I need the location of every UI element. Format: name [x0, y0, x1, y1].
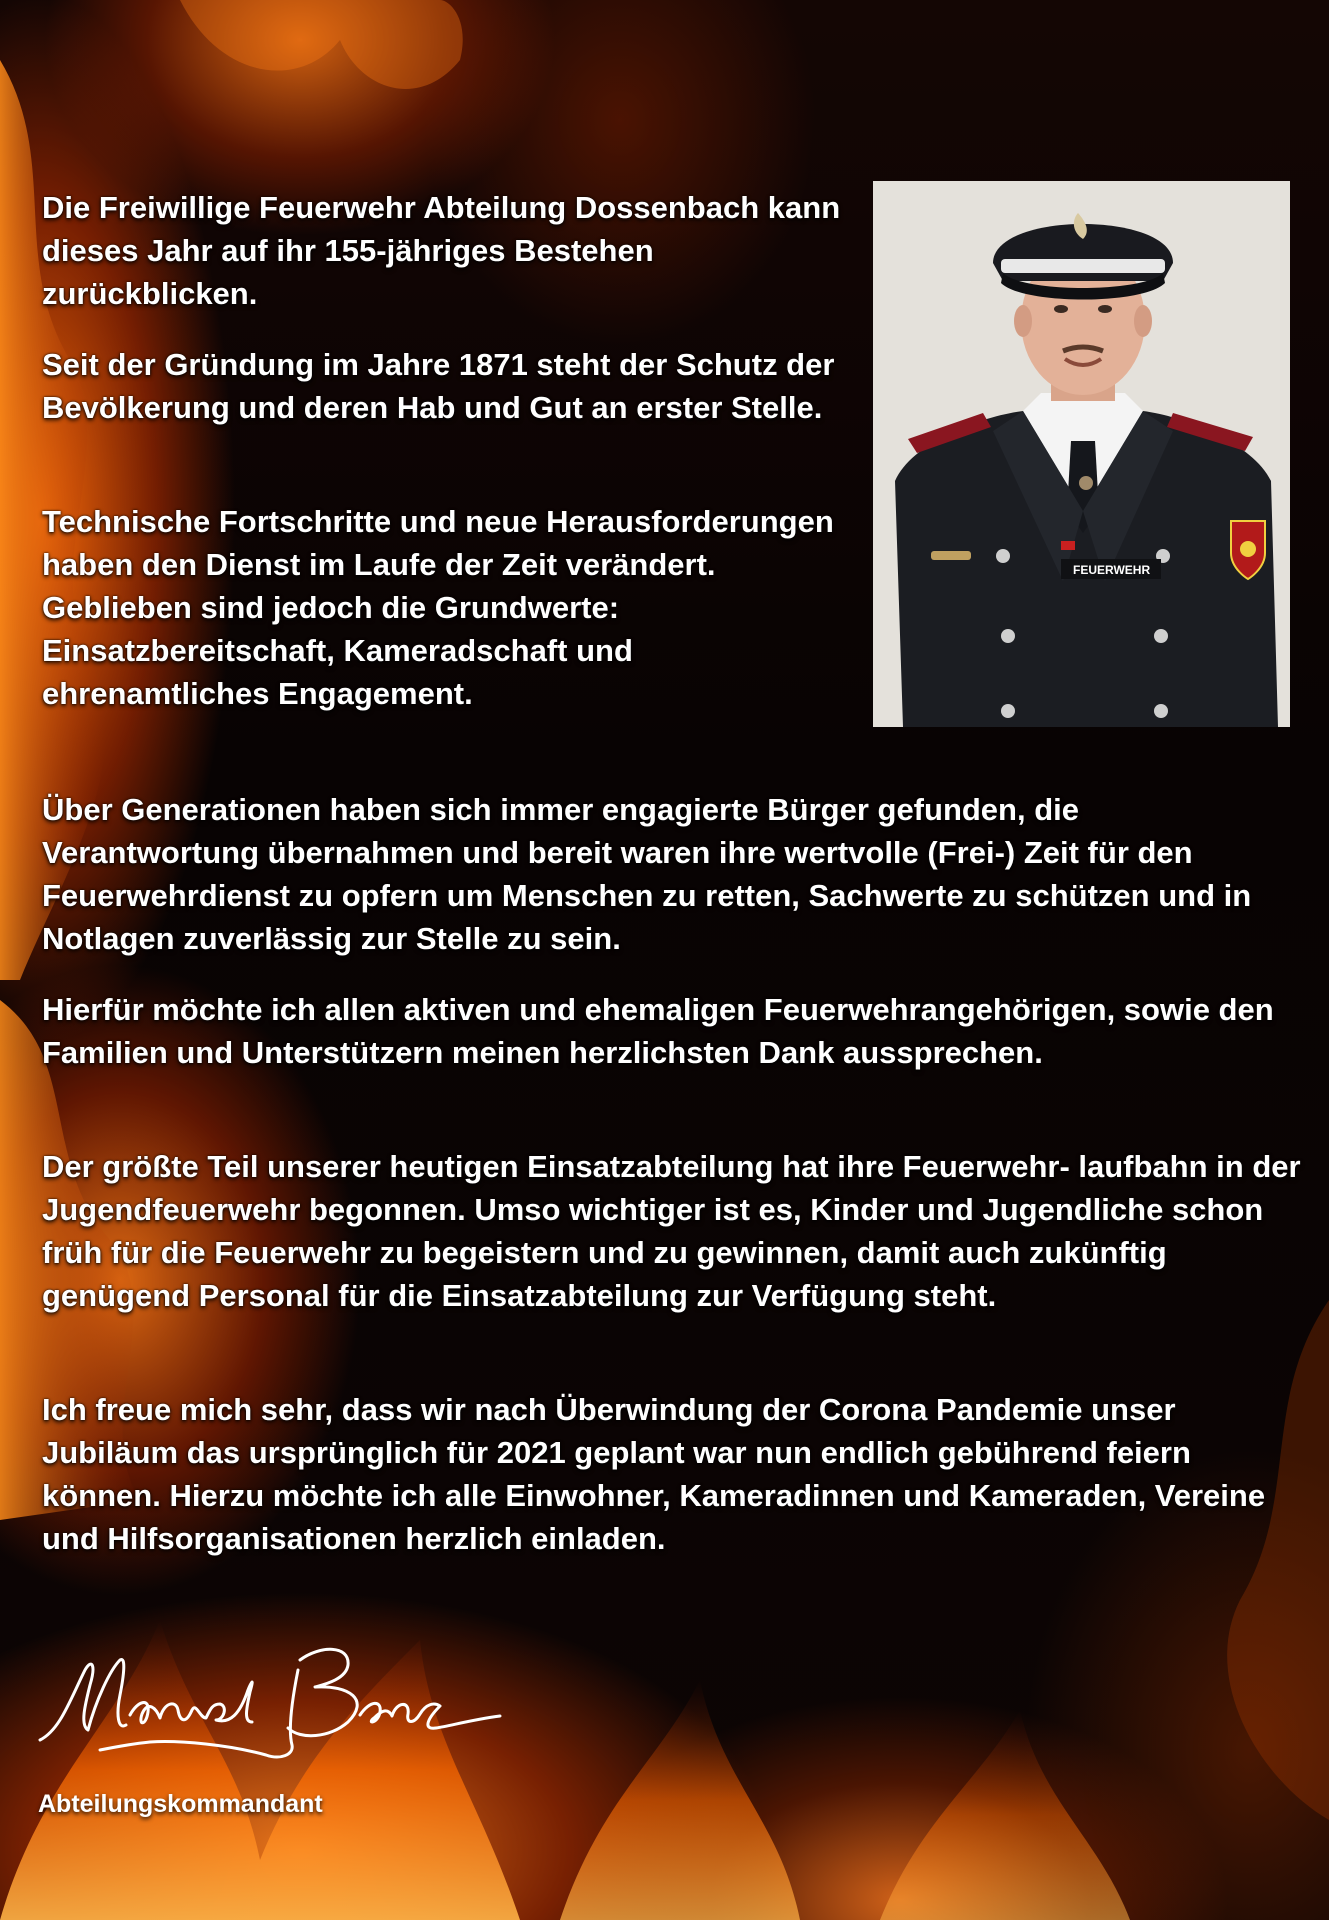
paragraph-invitation: Ich freue mich sehr, dass wir nach Überwindung der Corona Pandemie unser Jubiläum das ursprünglich für 2021 geplant war nun endlich gebührend feiern können. Hierzu möchte ich alle Einwohner, Kameradinnen und Kameraden, Vereine und Hilfsorganisationen herzlich einladen. — [42, 1392, 1266, 1556]
paragraph-values: Technische Fortschritte und neue Herausforderungen haben den Dienst im Laufe der Zeit verändert. Geblieben sind jedoch die Grundwerte: Einsatzbereitschaft, Kameradschaft und ehrenamtliches Engagement. — [42, 504, 834, 711]
signature — [30, 1630, 510, 1770]
commander-portrait-photo — [873, 181, 1290, 727]
paragraph-intro: Die Freiwillige Feuerwehr Abteilung Dossenbach kann dieses Jahr auf ihr 155-jähriges Bestehen zurückblicken. — [42, 190, 841, 311]
paragraph-founding: Seit der Gründung im Jahre 1871 steht der Schutz der Bevölkerung und deren Hab und Gut an erster Stelle. — [42, 347, 835, 425]
paragraph-youth: Der größte Teil unserer heutigen Einsatzabteilung hat ihre Feuerwehr- laufbahn in der Jugendfeuerwehr begonnen. Umso wichtiger ist es, Kinder und Jugendliche schon früh für die Feuerwehr zu begeistern und zu gewinnen, damit auch zukünftig genügend Personal für die Einsatzabteilung zur Verfügung steht. — [42, 1149, 1301, 1313]
badge-text: FEUERWEHR — [1073, 563, 1151, 577]
signature-role: Abteilungskommandant — [38, 1790, 323, 1818]
paragraph-generations: Über Generationen haben sich immer engagierte Bürger gefunden, die Verantwortung übernahmen und bereit waren ihre wertvolle (Frei-) Zeit für den Feuerwehrdienst zu opfern um Menschen zu retten, Sachwerte zu schützen und in Notlagen zuverlässig zur Stelle zu sein. — [42, 792, 1252, 956]
paragraph-thanks: Hierfür möchte ich allen aktiven und ehemaligen Feuerwehrangehörigen, sowie den Familien und Unterstützern meinen herzlichsten Dank aussprechen. — [42, 992, 1274, 1070]
